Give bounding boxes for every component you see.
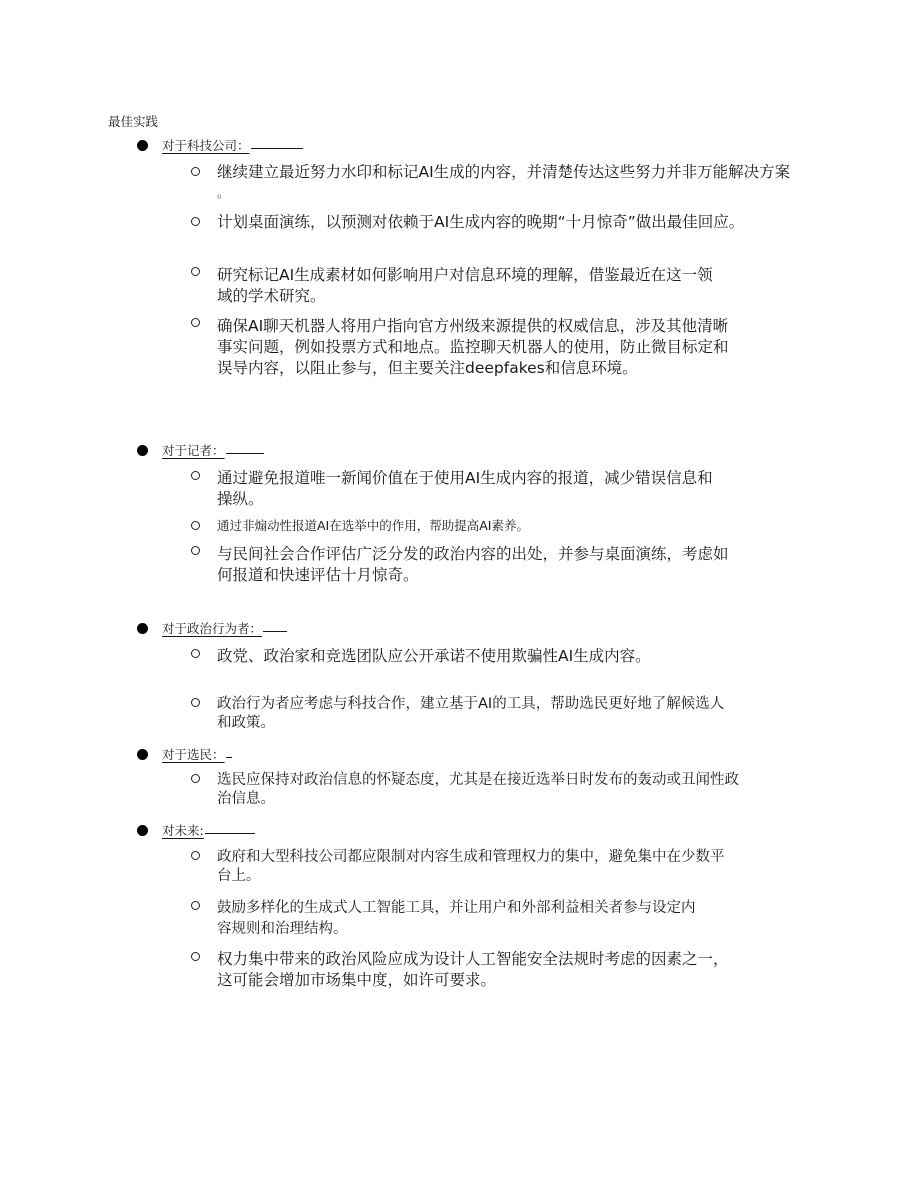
list-item: 政府和大型科技公司都应限制对内容生成和管理权力的集中，避免集中在少数平 台上。 xyxy=(217,849,725,884)
circle-bullet-icon xyxy=(191,217,200,226)
list-item: 政党、政治家和竞选团队应公开承诺不使用欺骗性AI生成内容。 xyxy=(217,647,651,665)
list-item: 与民间社会合作评估广泛分发的政治内容的出处，并参与桌面演练，考虑如 何报道和快速评估十月惊奇。 xyxy=(217,545,729,584)
list-item: 通过非煽动性报道AI在选举中的作用，帮助提高AI素养。 xyxy=(217,518,529,533)
circle-bullet-icon xyxy=(191,546,200,555)
list-item: 研究标记AI生成素材如何影响用户对信息环境的理解，借鉴最近在这一领 域的学术研究。 xyxy=(217,266,713,305)
list-item: 确保AI聊天机器人将用户指向官方州级来源提供的权威信息，涉及其他清晰 事实问题，例如投票方式和地点。监控聊天机器人的使用，防止微目标定和 误导内容，以阻止参与，但主要关注deepfakes和信息环境。 xyxy=(217,317,729,377)
list-item: 继续建立最近努力水印和标记AI生成的内容，并清楚传达这些努力并非万能解决方案 。 xyxy=(217,163,791,200)
section-heading-journalists: 对于记者： xyxy=(162,442,264,460)
bullet-icon xyxy=(137,140,148,151)
circle-bullet-icon xyxy=(191,901,200,910)
circle-bullet-icon xyxy=(191,774,200,783)
bullet-icon xyxy=(137,749,148,760)
circle-bullet-icon xyxy=(191,851,200,860)
circle-bullet-icon xyxy=(191,167,200,176)
circle-bullet-icon xyxy=(191,318,200,327)
list-item: 政治行为者应考虑与科技合作，建立基于AI的工具，帮助选民更好地了解候选人 和政策。 xyxy=(217,696,725,731)
list-item: 通过避免报道唯一新闻价值在于使用AI生成内容的报道，减少错误信息和 操纵。 xyxy=(217,469,713,508)
circle-bullet-icon xyxy=(191,952,200,961)
circle-bullet-icon xyxy=(191,521,200,530)
page-title: 最佳实践 xyxy=(108,114,159,129)
bullet-icon xyxy=(137,825,148,836)
section-heading-voters: 对于选民： xyxy=(162,746,232,764)
list-item: 计划桌面演练，以预测对依赖于AI生成内容的晚期“十月惊奇”做出最佳回应。 xyxy=(217,213,745,231)
circle-bullet-icon xyxy=(191,471,200,480)
circle-bullet-icon xyxy=(191,698,200,707)
bullet-icon xyxy=(137,445,148,456)
section-heading-future: 对未来: xyxy=(162,822,255,840)
list-item: 鼓励多样化的生成式人工智能工具，并让用户和外部利益相关者参与设定内 容规则和治理结构。 xyxy=(217,900,696,937)
bullet-icon xyxy=(137,623,148,634)
circle-bullet-icon xyxy=(191,649,200,658)
list-item: 权力集中带来的政治风险应成为设计人工智能安全法规时考虑的因素之一， 这可能会增加市场集中度，如许可要求。 xyxy=(217,950,729,989)
list-item: 选民应保持对政治信息的怀疑态度，尤其是在接近选举日时发布的轰动或丑闻性政 治信息。 xyxy=(217,772,739,807)
section-heading-tech: 对于科技公司： xyxy=(162,137,303,155)
section-heading-political-actors: 对于政治行为者： xyxy=(162,620,287,638)
circle-bullet-icon xyxy=(191,267,200,276)
